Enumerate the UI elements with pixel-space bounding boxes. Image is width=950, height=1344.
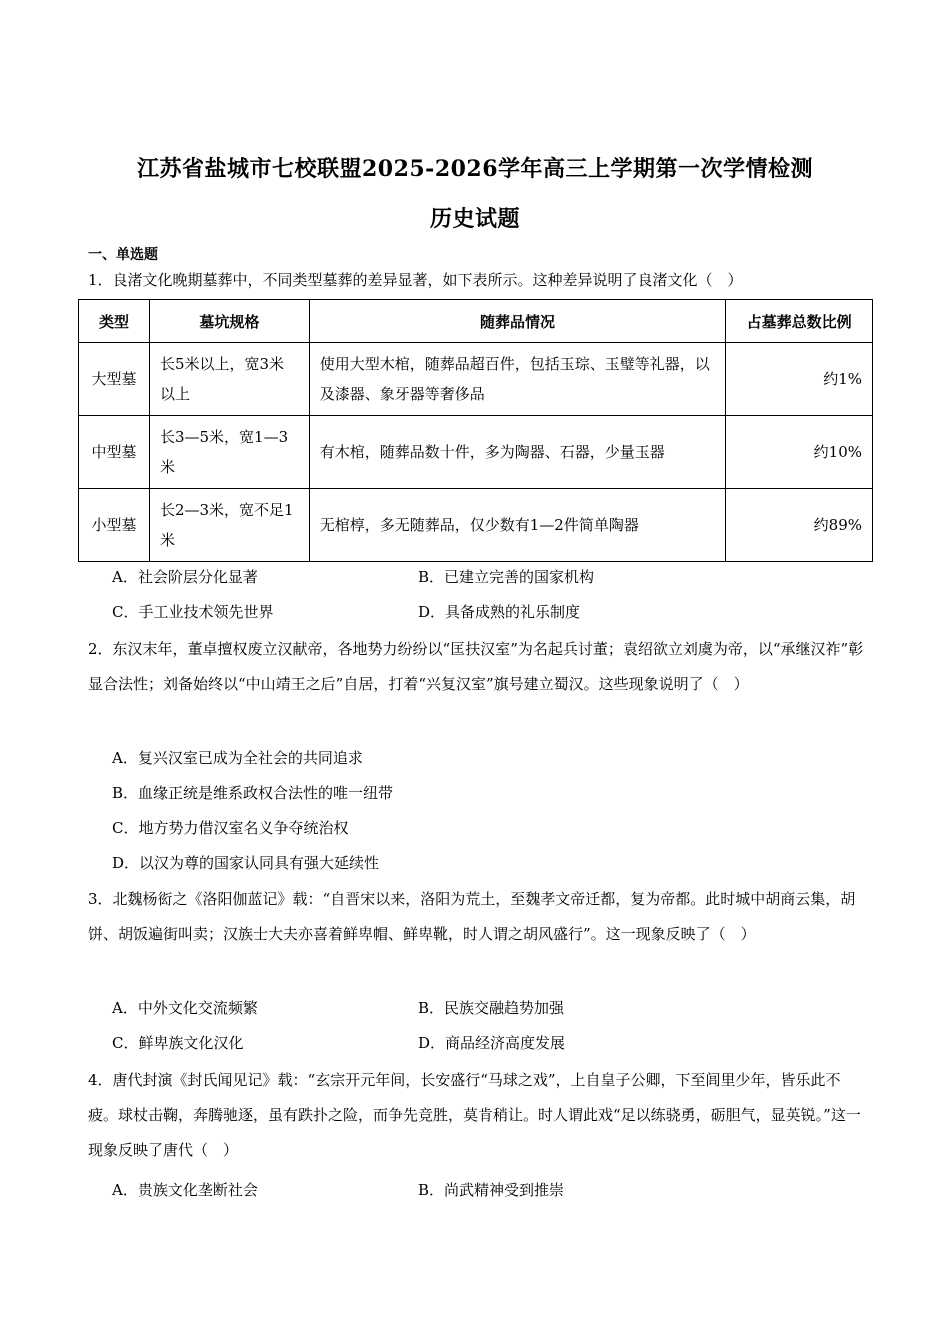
question-2-option-d[interactable]: D．以汉为尊的国家认同具有强大延续性 — [112, 854, 380, 872]
table-cell: 大型墓 — [79, 343, 150, 416]
question-3-option-a[interactable]: A．中外文化交流频繁 — [112, 999, 258, 1017]
table-header-cell: 随葬品情况 — [309, 300, 725, 343]
table-header-cell: 墓坑规格 — [149, 300, 309, 343]
table-header-cell: 类型 — [79, 300, 150, 343]
question-4-option-b[interactable]: B．尚武精神受到推崇 — [418, 1181, 565, 1199]
question-2-stem: 2．东汉末年，董卓擅权废立汉献帝，各地势力纷纷以“匡扶汉室”为名起兵讨董；袁绍欲立刘虞为帝，以“承继汉祚”彰显合法性；刘备始终以“中山靖王之后”自居，打着“兴复汉室”旗号建立蜀汉。这些现象说明了（ ） — [88, 640, 864, 693]
exam-subtitle: 历史试题 — [429, 206, 520, 232]
question-3-stem: 3．北魏杨衒之《洛阳伽蓝记》载：“自晋宋以来，洛阳为荒土，至魏孝文帝迁都，复为帝都。此时城中胡商云集，胡饼、胡饭遍街叫卖；汉族士大夫亦喜着鲜卑帽、鲜卑靴，时人谓之胡风盛行”。这一现象反映了（ ） — [88, 890, 856, 943]
question-4-stem: 4．唐代封演《封氏闻见记》载：“玄宗开元年间，长安盛行“马球之戏”，上自皇子公卿，下至闾里少年，皆乐此不疲。球杖击鞠，奔腾驰逐，虽有跌扑之险，而争先竞胜，莫肯稍让。时人谓此戏“足以练骁勇，砺胆气，显英锐。”这一现象反映了唐代（ ） — [88, 1071, 861, 1159]
table-cell: 小型墓 — [79, 489, 150, 562]
question-1-option-b[interactable]: B．已建立完善的国家机构 — [418, 568, 595, 586]
table-header-cell: 占墓葬总数比例 — [726, 300, 873, 343]
table-cell: 无棺椁，多无随葬品，仅少数有1—2件简单陶器 — [309, 489, 725, 562]
question-1-stem: 1．良渚文化晚期墓葬中，不同类型墓葬的差异显著，如下表所示。这种差异说明了良渚文化（ ） — [88, 271, 743, 289]
table-cell: 约89% — [726, 489, 873, 562]
table-row — [79, 416, 873, 489]
question-1-option-a[interactable]: A．社会阶层分化显著 — [112, 568, 258, 586]
table-header-row — [79, 300, 873, 343]
table-cell: 约1% — [726, 343, 873, 416]
table-cell: 长3—5米，宽1—3米 — [149, 416, 309, 489]
question-3-option-d[interactable]: D．商品经济高度发展 — [418, 1034, 566, 1052]
table-row — [79, 489, 873, 562]
table-cell: 中型墓 — [79, 416, 150, 489]
question-3-option-b[interactable]: B．民族交融趋势加强 — [418, 999, 565, 1017]
tomb-table — [78, 299, 873, 562]
question-2-option-b[interactable]: B．血缘正统是维系政权合法性的唯一纽带 — [112, 784, 394, 802]
section-heading: 一、单选题 — [88, 247, 158, 263]
question-4-option-a[interactable]: A．贵族文化垄断社会 — [112, 1181, 258, 1199]
question-2-option-a[interactable]: A．复兴汉室已成为全社会的共同追求 — [112, 749, 363, 767]
table-row — [79, 343, 873, 416]
table-cell: 长5米以上，宽3米以上 — [149, 343, 309, 416]
exam-title: 江苏省盐城市七校联盟2025-2026学年高三上学期第一次学情检测 — [136, 156, 814, 182]
question-2-option-c[interactable]: C．地方势力借汉室名义争夺统治权 — [112, 819, 349, 837]
question-1-option-d[interactable]: D．具备成熟的礼乐制度 — [418, 603, 581, 621]
table-cell: 使用大型木棺，随葬品超百件，包括玉琮、玉璧等礼器，以及漆器、象牙器等奢侈品 — [309, 343, 725, 416]
question-1-option-c[interactable]: C．手工业技术领先世界 — [112, 603, 274, 621]
question-3-option-c[interactable]: C．鲜卑族文化汉化 — [112, 1034, 244, 1052]
table-cell: 约10% — [726, 416, 873, 489]
table-cell: 长2—3米，宽不足1米 — [149, 489, 309, 562]
table-cell: 有木棺，随葬品数十件，多为陶器、石器，少量玉器 — [309, 416, 725, 489]
